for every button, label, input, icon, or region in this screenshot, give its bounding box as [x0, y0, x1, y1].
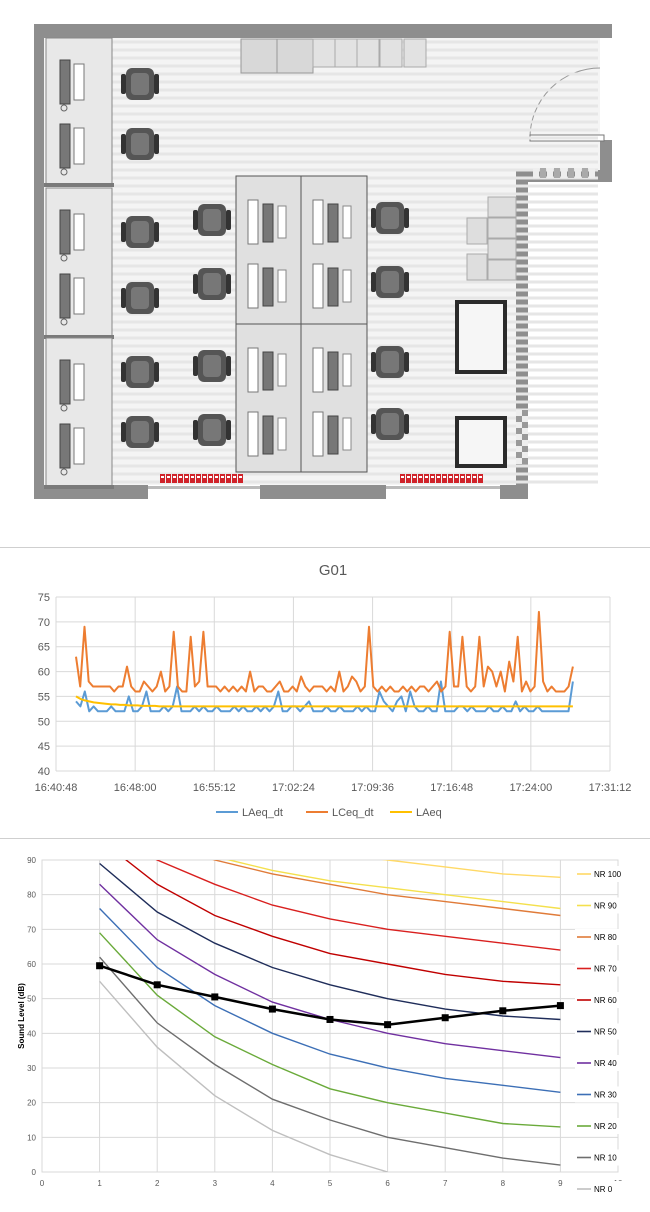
- y-axis-label: Sound Level (dB): [17, 983, 26, 1049]
- x-tick-label: 6: [385, 1179, 390, 1188]
- series-line-laeq: [76, 696, 573, 706]
- y-tick-label: 10: [27, 1133, 36, 1143]
- y-tick-label: 70: [37, 616, 50, 629]
- series-line: [100, 981, 388, 1172]
- data-point: [557, 1002, 564, 1009]
- data-point: [211, 993, 218, 1000]
- x-tick-label: 0: [39, 1179, 45, 1188]
- legend-label: LCeq_dt: [332, 807, 374, 819]
- legend-label: NR 80: [594, 933, 617, 942]
- y-tick-label: 45: [37, 741, 50, 754]
- legend-label: NR 40: [594, 1059, 617, 1068]
- data-point: [327, 1016, 334, 1023]
- legend-label: LAeq_dt: [242, 807, 283, 819]
- door-opening: [600, 38, 614, 140]
- y-tick-label: 40: [27, 1029, 36, 1039]
- x-tick-label: 8: [500, 1179, 506, 1188]
- x-tick-label: 5: [327, 1179, 333, 1188]
- legend-label: NR 50: [594, 1027, 617, 1037]
- x-tick-label: 3: [212, 1179, 218, 1188]
- legend-label: NR 10: [594, 1153, 617, 1163]
- y-tick-label: 65: [37, 641, 50, 654]
- x-tick-label: 17:24:00: [509, 782, 553, 794]
- x-tick-label: 1: [97, 1179, 102, 1188]
- y-tick-label: 75: [37, 592, 50, 604]
- x-tick-label: 9: [558, 1179, 563, 1188]
- bottom-door-right: [386, 486, 500, 489]
- data-point: [96, 962, 103, 969]
- legend-label: NR 100: [594, 870, 622, 879]
- legend-label: NR 30: [594, 1090, 617, 1100]
- y-tick-label: 60: [37, 666, 50, 679]
- legend-label: NR 0: [594, 1185, 613, 1194]
- x-tick-label: 17:09:36: [351, 782, 394, 794]
- data-point: [384, 1021, 391, 1028]
- legend-label: NR 20: [594, 1122, 617, 1131]
- y-tick-label: 50: [27, 994, 36, 1004]
- x-tick-label: 17:02:24: [272, 782, 315, 794]
- bottom-door-left: [148, 486, 260, 489]
- x-tick-label: 17:16:48: [430, 782, 474, 794]
- y-tick-label: 50: [37, 716, 50, 729]
- legend-label: NR 60: [594, 996, 617, 1005]
- section-divider-2: [0, 838, 650, 839]
- y-tick-label: 60: [27, 960, 36, 969]
- noise-rating-chart: [0, 840, 650, 1212]
- data-point: [442, 1014, 449, 1021]
- left-desk-bays: [44, 38, 114, 489]
- data-point: [154, 981, 161, 988]
- x-tick-label: 16:55:12: [192, 782, 236, 794]
- office-floor-plan: [0, 0, 650, 520]
- data-point: [269, 1006, 276, 1013]
- x-tick-label: 16:48:00: [113, 782, 157, 794]
- y-tick-label: 40: [37, 766, 50, 778]
- y-tick-label: 55: [37, 691, 50, 704]
- legend-label: NR 70: [594, 964, 617, 974]
- x-tick-label: 17:31:12: [588, 782, 632, 794]
- y-tick-label: 20: [27, 1098, 36, 1108]
- data-point: [499, 1007, 506, 1014]
- y-tick-label: 0: [31, 1168, 36, 1177]
- x-tick-label: 16:40:48: [34, 782, 78, 794]
- x-tick-label: 4: [270, 1179, 275, 1188]
- center-desk-blocks: [236, 176, 367, 472]
- legend-label: NR 90: [594, 901, 617, 911]
- y-tick-label: 30: [27, 1064, 36, 1073]
- y-tick-label: 90: [27, 856, 36, 865]
- x-tick-label: 2: [154, 1179, 160, 1188]
- legend-label: LAeq: [416, 807, 442, 819]
- y-tick-label: 80: [27, 890, 36, 900]
- y-tick-label: 70: [27, 925, 36, 935]
- series-line-lceq_dt: [76, 612, 573, 692]
- g01-time-series-chart: [0, 545, 650, 830]
- chart-title: G01: [318, 562, 348, 579]
- x-tick-label: 7: [442, 1179, 448, 1188]
